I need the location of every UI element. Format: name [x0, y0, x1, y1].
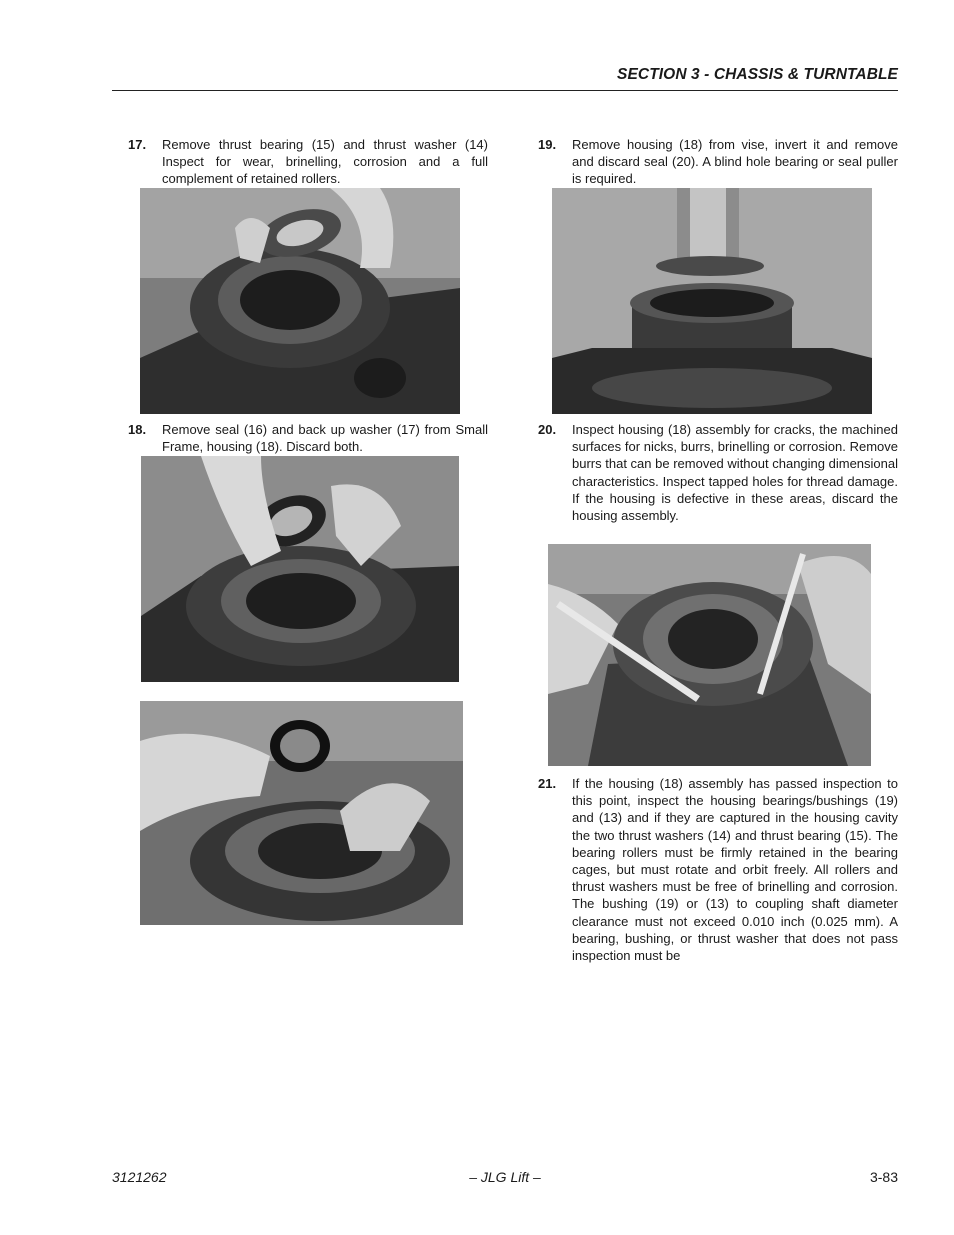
page-header [112, 66, 898, 91]
step-text: Inspect housing (18) assembly for cracks, the machined surfaces for nicks, burrs, brinelling or corrosion. Remove burrs that can be removed without changing dimensional characteristics. Inspect tapped holes for thread damage. If the housing is defective in these areas, discard the housing assembly. [572, 422, 898, 524]
step-18 [128, 421, 488, 457]
step-number: 17. [128, 137, 147, 152]
step-number: 18. [128, 422, 147, 437]
step-text: Remove seal (16) and back up washer (17) from Small Frame, housing (18). Discard both. [162, 422, 488, 455]
photo-housing-seal-removal [552, 188, 872, 414]
section-title: SECTION 3 - CHASSIS & TURNTABLE [617, 66, 898, 83]
step-21 [538, 775, 898, 965]
step-text: If the housing (18) assembly has passed inspection to this point, inspect the housing bearings/bushings (19) and (13) and if they are captured in the housing cavity the two thrust washers (14) and thrust bearing (15). The bearing rollers must be firmly retained in the bearing cages, but must rotate and orbit freely. All rollers and thrust washers must be free of brinelling and corrosion. The bushing (19) or (13) to coupling shaft diameter clearance must not exceed 0.010 inch (0.025 mm). A bearing, bushing, or thrust washer that does not pass inspection must be [572, 776, 898, 964]
step-20 [538, 421, 898, 541]
step-19 [538, 136, 898, 188]
footer-publisher: – JLG Lift – [469, 1169, 541, 1185]
step-17 [128, 136, 488, 188]
photo-backup-washer-removal [140, 701, 463, 925]
step-number: 21. [538, 776, 557, 791]
step-number: 19. [538, 137, 557, 152]
document-number: 3121262 [112, 1169, 167, 1185]
page-number: 3-83 [869, 1169, 898, 1185]
step-number: 20. [538, 422, 557, 437]
step-text: Remove thrust bearing (15) and thrust washer (14) Inspect for wear, brinelling, corrosion and a full complement of retained rollers. [162, 137, 488, 187]
photo-seal-removal [141, 456, 459, 682]
photo-thrust-bearing-removal [140, 188, 460, 414]
photo-housing-inspection [548, 544, 871, 766]
step-text: Remove housing (18) from vise, invert it and remove and discard seal (20). A blind hole bearing or seal puller is required. [572, 137, 898, 187]
